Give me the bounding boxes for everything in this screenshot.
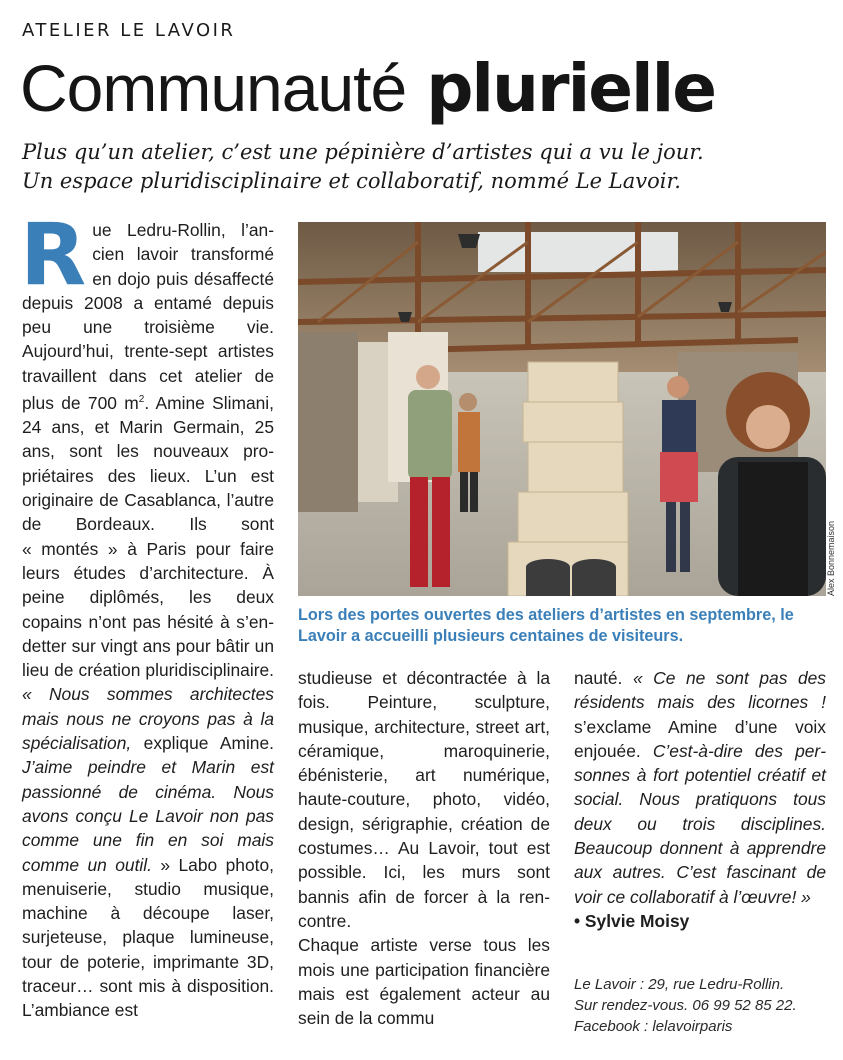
standfirst xyxy=(22,138,822,196)
kicker: ATELIER LE LAVOIR xyxy=(22,20,236,41)
article-column-2 xyxy=(298,666,550,1030)
dropcap: R xyxy=(20,205,87,305)
address-line-3: Facebook : lelavoirparis xyxy=(574,1018,733,1035)
article-column-3 xyxy=(574,666,826,933)
standfirst-line-1: Plus qu’un atelier, c’est une pépinière d’artistes qui a vu le jour. xyxy=(22,140,704,164)
address-box xyxy=(574,974,826,1037)
paragraph-1-continued: studieuse et décontractée à la fois. Peinture, sculpture, musique, architecture, street art, céramique, maroquinerie, ébénisterie, art numérique, haute-couture, photo, vidéo, design, sérigraphie, création de costumes… Au Lavoir, tout est possible. Ici, les murs sont bannis afin de forcer à la rencontre. xyxy=(298,668,550,931)
photo-credit: Alex Bonnemaison xyxy=(826,520,836,596)
article-column-1 xyxy=(20,205,274,1023)
paragraph-2-continued: nauté. « Ce ne sont pas des résidents mais des licornes ! s’exclame Amine d’une voix enjouée. C’est-à-dire des personnes à fort potentiel créatif et social. Nous pratiquons tous deux ou trois disciplines. Beaucoup donnent à apprendre aux autres. C’est fascinant de voir ce collaboratif à l’œuvre! » xyxy=(574,668,827,907)
headline-light: Communauté xyxy=(20,51,407,125)
article-photo xyxy=(298,222,826,596)
standfirst-line-2: Un espace pluridisciplinaire et collaboratif, nommé Le Lavoir. xyxy=(22,169,681,193)
photo-caption: Lors des portes ouvertes des ateliers d’artistes en septembre, le Lavoir a accueilli plusieurs centaines de visiteurs. xyxy=(298,606,794,645)
address-line-1: Le Lavoir : 29, rue Ledru-Rollin. xyxy=(574,976,785,993)
paragraph-2-start: Chaque artiste verse tous les mois une participation financière mais est également acteur au sein de la commu xyxy=(298,935,550,1029)
address-line-2: Sur rendez-vous. 06 99 52 85 22. xyxy=(574,997,797,1014)
paragraph-1-start: Rue Ledru-Rollin, l’ancien lavoir transformé en dojo puis désaffecté depuis 2008 a entamé depuis peu une troisième vie. Aujourd’hui, trente-sept artistes travaillent dans cet atelier de plus de 700 $m^2$. Amine Slimani, 24 ans, et Marin Germain, 25 ans, sont les nouveaux propriétaires des lieux. L’un est originaire de Casablanca, l’autre de Bordeaux. Ils sont « montés » à Paris pour faire leurs études d’architecture. À peine diplômés, les deux copains n’ont pas hésité à s’endetter sur vingt ans pour bâtir un lieu de création pluridisciplinaire. « Nous sommes architectes mais nous ne croyons pas à la spécialisation, explique Amine. J’aime peindre et Marin est passionné de cinéma. Nous avons conçu Le Lavoir non pas comme une fin en soi mais comme un outil. » Labo photo, menuiserie, studio musique, machine à découpe laser, surjeteuse, plaque lumineuse, tour de poterie, imprimante 3D, traceur… sont mis à disposition. L’ambiance est xyxy=(20,205,274,1021)
headline xyxy=(20,46,715,131)
author-signature: • Sylvie Moisy xyxy=(574,910,690,931)
headline-bold: plurielle xyxy=(426,50,715,127)
workshop-photo-illustration xyxy=(298,222,826,596)
